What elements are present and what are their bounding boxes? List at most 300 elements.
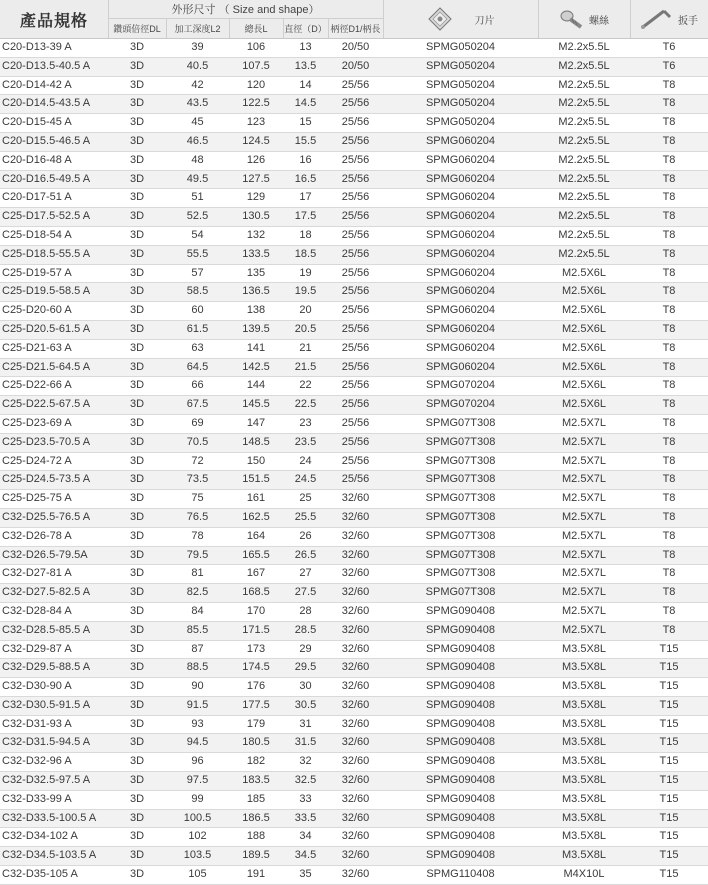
shank-cell: 25/56: [341, 379, 370, 392]
wrench-cell: T8: [662, 567, 676, 580]
table-row: [0, 227, 708, 246]
wrench-cell: T8: [662, 116, 676, 129]
wrench-cell: T8: [662, 172, 676, 185]
table-body: [0, 39, 708, 885]
wrench-cell: T8: [662, 266, 676, 279]
l2-cell: 73.5: [186, 473, 209, 486]
product-code: C20-D17-51 A: [2, 191, 72, 204]
product-code: C20-D15.5-46.5 A: [2, 134, 91, 147]
screw-cell: M2.2x5.5L: [558, 191, 610, 204]
shank-cell: 32/60: [341, 661, 370, 674]
dl-cell: 3D: [129, 680, 145, 693]
shank-cell: 32/60: [341, 849, 370, 862]
dl-cell: 3D: [129, 736, 145, 749]
insert-cell: SPMG090408: [425, 604, 496, 617]
screw-cell: M2.5X6L: [561, 322, 607, 335]
insert-cell: SPMG050204: [425, 59, 496, 72]
wrench-cell: T8: [662, 492, 676, 505]
insert-icon: [427, 6, 453, 32]
table-row: [0, 415, 708, 434]
shank-cell: 32/60: [341, 717, 370, 730]
l2-cell: 60: [191, 304, 204, 317]
table-row: [0, 528, 708, 547]
wrench-cell: T8: [662, 360, 676, 373]
table-header: [0, 0, 708, 39]
length-cell: 188: [246, 830, 266, 843]
product-code: C25-D20.5-61.5 A: [2, 322, 91, 335]
diameter-cell: 18: [299, 228, 312, 241]
insert-cell: SPMG060204: [425, 247, 496, 260]
screw-cell: M2.2x5.5L: [558, 41, 610, 53]
insert-cell: SPMG090408: [425, 830, 496, 843]
wrench-cell: T8: [662, 285, 676, 298]
wrench-cell: T8: [662, 134, 676, 147]
product-spec-header: 產品規格: [19, 12, 88, 30]
table-row: [0, 171, 708, 190]
product-code: C32-D29.5-88.5 A: [2, 661, 91, 674]
length-cell: 179: [246, 717, 266, 730]
product-code: C20-D13-39 A: [2, 41, 72, 53]
dl-cell: 3D: [129, 360, 145, 373]
shank-cell: 20/50: [341, 59, 370, 72]
l2-cell: 82.5: [186, 586, 209, 599]
dl-cell: 3D: [129, 210, 145, 223]
wrench-cell: T8: [662, 454, 676, 467]
screw-cell: M2.2x5.5L: [558, 228, 610, 241]
diameter-cell: 32.5: [294, 774, 317, 787]
l2-cell: 43.5: [186, 97, 209, 110]
dl-cell: 3D: [129, 304, 145, 317]
screw-cell: M3.5X8L: [561, 736, 607, 749]
table-row: [0, 434, 708, 453]
length-cell: 167: [246, 567, 266, 580]
l2-cell: 45: [191, 116, 204, 129]
length-cell: 182: [246, 755, 266, 768]
diameter-cell: 26.5: [294, 548, 317, 561]
l2-cell: 69: [191, 416, 204, 429]
shank-cell: 25/56: [341, 116, 370, 129]
length-cell: 164: [246, 529, 266, 542]
table-row: [0, 77, 708, 96]
insert-cell: SPMG050204: [425, 41, 496, 53]
product-code: C32-D32.5-97.5 A: [2, 774, 91, 787]
product-code: C32-D35-105 A: [2, 868, 78, 881]
insert-cell: SPMG090408: [425, 642, 496, 655]
l2-cell: 58.5: [186, 285, 209, 298]
l2-cell: 52.5: [186, 210, 209, 223]
dl-cell: 3D: [129, 529, 145, 542]
table-row: [0, 321, 708, 340]
diameter-cell: 30.5: [294, 698, 317, 711]
insert-cell: SPMG07T308: [425, 435, 496, 448]
l2-cell: 102: [188, 830, 207, 843]
screw-cell: M2.2x5.5L: [558, 59, 610, 72]
shank-cell: 32/60: [341, 510, 370, 523]
product-code: C20-D16-48 A: [2, 153, 72, 166]
wrench-cell: T15: [659, 661, 679, 674]
insert-cell: SPMG090408: [425, 717, 496, 730]
l2-cell: 57: [191, 266, 204, 279]
length-cell: 176: [246, 680, 266, 693]
diameter-cell: 27.5: [294, 586, 317, 599]
product-code: C20-D14.5-43.5 A: [2, 97, 91, 110]
screw-cell: M3.5X8L: [561, 830, 607, 843]
screw-cell: M2.5X7L: [561, 548, 607, 561]
table-row: [0, 659, 708, 678]
insert-cell: SPMG060204: [425, 285, 496, 298]
screw-cell: M2.5X6L: [561, 379, 607, 392]
dl-cell: 3D: [129, 247, 145, 260]
shank-cell: 20/50: [341, 41, 370, 53]
length-cell: 150: [246, 454, 266, 467]
table-row: [0, 490, 708, 509]
product-code: C32-D34.5-103.5 A: [2, 849, 97, 862]
product-code: C25-D18-54 A: [2, 228, 72, 241]
diameter-cell: 14: [299, 78, 312, 91]
table-row: [0, 265, 708, 284]
dl-cell: 3D: [129, 285, 145, 298]
product-code: C32-D26.5-79.5A: [2, 548, 88, 561]
diameter-cell: 20.5: [294, 322, 317, 335]
insert-cell: SPMG090408: [425, 680, 496, 693]
table-row: [0, 565, 708, 584]
col-d-header: 直徑（D）: [284, 24, 327, 34]
wrench-cell: T8: [662, 247, 676, 260]
product-code: C32-D30.5-91.5 A: [2, 698, 91, 711]
insert-cell: SPMG060204: [425, 341, 496, 354]
wrench-cell: T6: [662, 41, 676, 53]
screw-cell: M3.5X8L: [561, 698, 607, 711]
length-cell: 132: [246, 228, 266, 241]
table-row: [0, 547, 708, 566]
dl-cell: 3D: [129, 266, 145, 279]
diameter-cell: 34.5: [294, 849, 317, 862]
length-cell: 161: [246, 492, 266, 505]
table-row: [0, 866, 708, 885]
shank-cell: 25/56: [341, 172, 370, 185]
screw-cell: M3.5X8L: [561, 811, 607, 824]
screw-cell: M3.5X8L: [561, 717, 607, 730]
shank-cell: 32/60: [341, 774, 370, 787]
insert-cell: SPMG07T308: [425, 529, 496, 542]
length-cell: 183.5: [242, 774, 270, 787]
dl-cell: 3D: [129, 792, 145, 805]
table-row: [0, 678, 708, 697]
screw-cell: M2.5X6L: [561, 304, 607, 317]
product-code: C25-D19-57 A: [2, 266, 72, 279]
screw-cell: M2.2x5.5L: [558, 134, 610, 147]
insert-cell: SPMG07T308: [425, 586, 496, 599]
l2-cell: 66: [191, 379, 204, 392]
diameter-cell: 33: [299, 792, 312, 805]
screw-cell: M2.5X7L: [561, 473, 607, 486]
length-cell: 123: [246, 116, 266, 129]
l2-cell: 84: [191, 604, 204, 617]
table-row: [0, 584, 708, 603]
dl-cell: 3D: [129, 623, 145, 636]
shank-cell: 25/56: [341, 435, 370, 448]
insert-cell: SPMG07T308: [425, 510, 496, 523]
wrench-cell: T8: [662, 341, 676, 354]
insert-cell: SPMG110408: [426, 868, 495, 881]
shank-cell: 25/56: [341, 97, 370, 110]
insert-cell: SPMG07T308: [425, 548, 496, 561]
table-row: [0, 208, 708, 227]
insert-cell: SPMG050204: [425, 78, 496, 91]
shank-cell: 32/60: [341, 586, 370, 599]
dl-cell: 3D: [129, 492, 145, 505]
shank-cell: 25/56: [341, 134, 370, 147]
screw-cell: M2.5X7L: [561, 567, 607, 580]
product-code: C25-D18.5-55.5 A: [2, 247, 91, 260]
l2-cell: 67.5: [186, 398, 209, 411]
insert-header-label: 刀片: [474, 15, 495, 27]
table-row: [0, 377, 708, 396]
shank-cell: 25/56: [341, 304, 370, 317]
dl-cell: 3D: [129, 604, 145, 617]
diameter-cell: 19.5: [294, 285, 317, 298]
wrench-header: [630, 0, 708, 38]
screw-cell: M4X10L: [563, 868, 605, 881]
l2-cell: 85.5: [186, 623, 209, 636]
col-dl-header: 鑽頭倍徑DL: [113, 24, 161, 34]
insert-cell: SPMG060204: [425, 153, 496, 166]
wrench-cell: T8: [662, 191, 676, 204]
length-cell: 141: [246, 341, 266, 354]
insert-cell: SPMG090408: [425, 755, 496, 768]
shank-cell: 25/56: [341, 473, 370, 486]
l2-cell: 78: [191, 529, 204, 542]
wrench-cell: T15: [659, 849, 679, 862]
table-row: [0, 716, 708, 735]
insert-cell: SPMG090408: [425, 792, 496, 805]
product-code: C32-D26-78 A: [2, 529, 72, 542]
product-code: C25-D23-69 A: [2, 416, 72, 429]
insert-cell: SPMG070204: [425, 398, 496, 411]
diameter-cell: 32: [299, 755, 312, 768]
diameter-cell: 34: [299, 830, 312, 843]
insert-cell: SPMG090408: [425, 661, 496, 674]
dl-cell: 3D: [129, 642, 145, 655]
diameter-cell: 33.5: [294, 811, 317, 824]
shank-cell: 25/56: [341, 360, 370, 373]
insert-header: [383, 0, 538, 38]
wrench-cell: T8: [662, 435, 676, 448]
diameter-cell: 31.5: [294, 736, 317, 749]
insert-cell: SPMG07T308: [425, 454, 496, 467]
l2-cell: 72: [191, 454, 204, 467]
length-cell: 165.5: [242, 548, 270, 561]
table-row: [0, 152, 708, 171]
length-cell: 130.5: [242, 210, 270, 223]
dl-cell: 3D: [129, 341, 145, 354]
length-cell: 151.5: [242, 473, 270, 486]
table-row: [0, 847, 708, 866]
l2-cell: 40.5: [186, 59, 209, 72]
diameter-cell: 35: [299, 868, 312, 881]
wrench-cell: T6: [662, 59, 676, 72]
screw-cell: M3.5X8L: [561, 755, 607, 768]
table-row: [0, 509, 708, 528]
l2-cell: 63: [191, 341, 204, 354]
l2-cell: 81: [191, 567, 204, 580]
wrench-cell: T8: [662, 473, 676, 486]
insert-cell: SPMG060204: [425, 228, 496, 241]
length-cell: 124.5: [242, 134, 270, 147]
shank-cell: 32/60: [341, 811, 370, 824]
dl-cell: 3D: [129, 661, 145, 674]
dl-cell: 3D: [129, 849, 145, 862]
product-code: C32-D27.5-82.5 A: [2, 586, 91, 599]
screw-cell: M2.2x5.5L: [558, 247, 610, 260]
wrench-header-label: 扳手: [678, 15, 698, 27]
screw-cell: M2.5X7L: [561, 586, 607, 599]
screw-cell: M3.5X8L: [561, 792, 607, 805]
wrench-cell: T8: [662, 548, 676, 561]
wrench-cell: T8: [662, 228, 676, 241]
diameter-cell: 24.5: [294, 473, 317, 486]
product-code: C32-D30-90 A: [2, 680, 72, 693]
shank-cell: 32/60: [341, 680, 370, 693]
l2-cell: 39: [191, 41, 204, 53]
table-row: [0, 641, 708, 660]
diameter-cell: 17: [299, 191, 312, 204]
diameter-cell: 23: [299, 416, 312, 429]
screw-cell: M2.2x5.5L: [558, 172, 610, 185]
insert-cell: SPMG060204: [425, 266, 496, 279]
product-code: C25-D25-75 A: [2, 492, 72, 505]
shank-cell: 25/56: [341, 416, 370, 429]
product-code: C32-D34-102 A: [2, 830, 78, 843]
l2-cell: 70.5: [186, 435, 209, 448]
length-cell: 185: [246, 792, 266, 805]
shank-cell: 32/60: [341, 492, 370, 505]
l2-cell: 79.5: [186, 548, 209, 561]
shank-cell: 25/56: [341, 322, 370, 335]
l2-cell: 91.5: [186, 698, 209, 711]
wrench-cell: T8: [662, 322, 676, 335]
diameter-cell: 18.5: [294, 247, 317, 260]
product-code: C32-D27-81 A: [2, 567, 72, 580]
diameter-cell: 28.5: [294, 623, 317, 636]
l2-cell: 97.5: [186, 774, 209, 787]
table-row: [0, 734, 708, 753]
dl-cell: 3D: [129, 774, 145, 787]
screw-header-label: 螺絲: [589, 15, 609, 27]
insert-cell: SPMG060204: [425, 172, 496, 185]
length-cell: 180.5: [242, 736, 270, 749]
l2-cell: 90: [191, 680, 204, 693]
insert-cell: SPMG07T308: [425, 492, 496, 505]
l2-cell: 94.5: [186, 736, 209, 749]
length-cell: 145.5: [242, 398, 270, 411]
dl-cell: 3D: [129, 228, 145, 241]
diameter-cell: 27: [299, 567, 312, 580]
shank-cell: 32/60: [341, 698, 370, 711]
table-row: [0, 396, 708, 415]
diameter-cell: 20: [299, 304, 312, 317]
dl-cell: 3D: [129, 510, 145, 523]
table-row: [0, 453, 708, 472]
length-cell: 148.5: [242, 435, 270, 448]
insert-cell: SPMG070204: [425, 379, 496, 392]
screw-cell: M2.5X6L: [561, 398, 607, 411]
table-row: [0, 114, 708, 133]
product-code: C32-D32-96 A: [2, 755, 72, 768]
l2-cell: 96: [191, 755, 204, 768]
screw-cell: M2.5X7L: [561, 492, 607, 505]
diameter-cell: 13.5: [294, 59, 317, 72]
diameter-cell: 31: [299, 717, 312, 730]
wrench-cell: T15: [659, 717, 679, 730]
shank-cell: 32/60: [341, 830, 370, 843]
table-row: [0, 359, 708, 378]
dl-cell: 3D: [129, 41, 145, 53]
wrench-cell: T8: [662, 97, 676, 110]
diameter-cell: 13: [299, 41, 312, 53]
length-cell: 106: [246, 41, 266, 53]
diameter-cell: 21.5: [294, 360, 317, 373]
length-cell: 142.5: [242, 360, 270, 373]
product-code: C25-D23.5-70.5 A: [2, 435, 91, 448]
wrench-cell: T15: [659, 868, 679, 881]
diameter-cell: 16.5: [294, 172, 317, 185]
length-cell: 162.5: [242, 510, 270, 523]
shank-cell: 32/60: [341, 868, 370, 881]
screw-cell: M2.5X7L: [561, 529, 607, 542]
length-cell: 133.5: [242, 247, 270, 260]
l2-cell: 54: [191, 228, 204, 241]
insert-cell: SPMG090408: [425, 698, 496, 711]
l2-cell: 103.5: [183, 849, 212, 862]
l2-cell: 64.5: [186, 360, 209, 373]
screw-cell: M2.2x5.5L: [558, 153, 610, 166]
table-row: [0, 772, 708, 791]
wrench-cell: T8: [662, 416, 676, 429]
product-code: C32-D29-87 A: [2, 642, 72, 655]
length-cell: 122.5: [242, 97, 270, 110]
shank-cell: 25/56: [341, 153, 370, 166]
length-cell: 138: [246, 304, 266, 317]
dl-cell: 3D: [129, 379, 145, 392]
insert-cell: SPMG07T308: [425, 567, 496, 580]
table-row: [0, 828, 708, 847]
wrench-cell: T15: [659, 736, 679, 749]
l2-cell: 51: [191, 191, 204, 204]
product-code: C25-D24-72 A: [2, 454, 72, 467]
screw-cell: M2.5X6L: [561, 285, 607, 298]
shank-cell: 25/56: [341, 78, 370, 91]
product-code: C25-D21.5-64.5 A: [2, 360, 91, 373]
l2-cell: 61.5: [186, 322, 209, 335]
length-cell: 147: [246, 416, 266, 429]
insert-cell: SPMG050204: [425, 116, 496, 129]
insert-cell: SPMG050204: [425, 97, 496, 110]
wrench-cell: T8: [662, 510, 676, 523]
diameter-cell: 22: [299, 379, 312, 392]
length-cell: 189.5: [242, 849, 270, 862]
dl-cell: 3D: [129, 567, 145, 580]
screw-cell: M2.2x5.5L: [558, 210, 610, 223]
shank-cell: 32/60: [341, 755, 370, 768]
dl-cell: 3D: [129, 473, 145, 486]
insert-cell: SPMG090408: [425, 774, 496, 787]
shank-cell: 32/60: [341, 567, 370, 580]
screw-cell: M2.2x5.5L: [558, 78, 610, 91]
wrench-cell: T8: [662, 623, 676, 636]
dl-cell: 3D: [129, 717, 145, 730]
length-cell: 120: [246, 78, 266, 91]
